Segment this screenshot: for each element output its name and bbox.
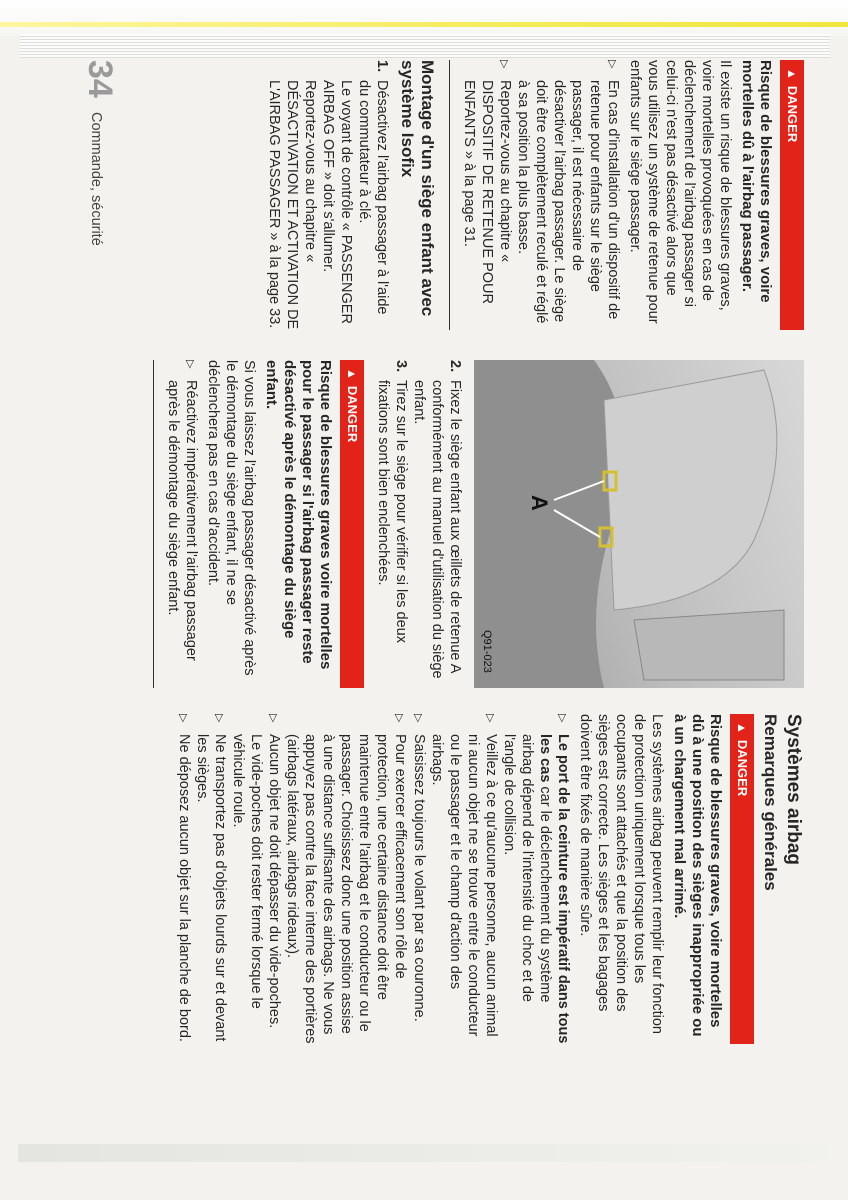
column-middle — [141, 360, 804, 688]
section-name: Commande, sécurité — [88, 112, 104, 246]
figure-code: Q91-023 — [481, 630, 493, 673]
triangle-bullet-icon: ▷ — [498, 60, 510, 69]
danger-banner: ▲DANGER — [730, 714, 754, 1044]
divider — [153, 360, 154, 688]
list-item: ▷ Réactivez impérativement l'airbag passager après le démontage du siège enfant. — [165, 360, 199, 661]
warning-triangle-icon: ▲ — [785, 68, 799, 80]
triangle-bullet-icon: ▷ — [606, 60, 618, 69]
page-number: 34 — [81, 60, 119, 98]
triangle-bullet-icon: ▷ — [484, 714, 496, 723]
warning-triangle-icon: ▲ — [735, 722, 749, 734]
danger-text: Les systèmes airbag peuvent remplir leur fonction de protection uniquement lorsque tous les occupants sont attachés et que la position des sièges est correcte. Les sièges et les bagages doivent être fixés de manière sûre. — [577, 714, 665, 1034]
danger-text: Si vous laissez l'airbag passager désactivé après le démontage du siège enfant, il ne se déclenchera pas en cas d'accident. — [205, 360, 257, 676]
column-left — [265, 60, 804, 330]
triangle-bullet-icon: ▷ — [177, 714, 189, 723]
step-item: 1. Désactivez l'airbag passager à l'aide du commutateur à clé. Le voyant de contrôle « PASSENGER AIRBAG OFF » doit s'allumer. Reportez-vous au chapitre « DÉSACTIVATION ET ACTIVATION DE L'AIRBAG PASSAGER » à la page 33. — [266, 60, 390, 330]
scan-bottom-smudge — [18, 1144, 828, 1162]
seat-anchor-illustration — [474, 360, 804, 688]
danger-title: Risque de blessures graves, voire mortelles dû à une position des sièges inappropriée ou à un chargement mal arrimé. — [671, 714, 724, 1037]
step-item: 3. Tirez sur le siège pour vérifier si les deux fixations sont bien enclenchées. — [375, 360, 409, 643]
triangle-bullet-icon: ▷ — [556, 714, 568, 723]
list-item: ▷ Veillez à ce qu'aucune personne, aucun animal ni aucun objet ne se trouve entre le conducteur ou le passager et le champ d'action des airbags. — [429, 714, 499, 1037]
section-heading: Remarques générales — [761, 714, 780, 891]
figure-label-a: A — [527, 495, 552, 511]
triangle-bullet-icon: ▷ — [184, 360, 196, 369]
triangle-bullet-icon: ▷ — [412, 714, 424, 723]
list-item: ▷ Ne déposez aucun objet sur la planche de bord. — [176, 714, 192, 1042]
page-title: Systèmes airbag — [783, 714, 804, 866]
divider — [449, 60, 450, 330]
child-seat-figure — [474, 360, 804, 688]
list-item: ▷ Saisissez toujours le volant par sa couronne. — [411, 714, 427, 1022]
list-item: ▷ En cas d'installation d'un dispositif de retenue pour enfants sur le siège passager, il est nécessaire de désactiver l'airbag passager. Le siège doit être complètement reculé et réglé à sa position la plus basse. — [515, 60, 621, 324]
scan-line-artifacts — [20, 34, 830, 58]
step-item: 2. Fixez le siège enfant aux œillets de retenue A conformément au manuel d'utilisation du siège enfant. — [411, 360, 463, 679]
danger-title: Risque de blessures graves, voire mortelles dû à l'airbag passager. — [739, 60, 774, 303]
danger-text: Il existe un risque de blessures graves, voire mortelles provoquées en cas de déclenchement de l'airbag passager si celui-ci n'est pas désactivé alors que vous utilisez un système de retenue pour enfants sur le siège passager. — [627, 60, 733, 324]
section-heading: Montage d'un siège enfant avec système Isofix — [398, 60, 437, 317]
triangle-bullet-icon: ▷ — [213, 714, 225, 723]
manual-page — [44, 60, 804, 1140]
list-item: ▷ Pour exercer efficacement son rôle de protection, une certaine distance doit être maintenue entre l'airbag et le conducteur ou le passager. Choisissez donc une position assise à une distance suffisante des airbags. Ne vous appuyez pas contre la face interne des portières (airbags latéraux, airbags rideaux). — [284, 714, 408, 1044]
scan-top-margin — [0, 0, 848, 36]
warning-triangle-icon: ▲ — [345, 368, 359, 380]
list-item: ▷ Aucun objet ne doit dépasser du vide-poches. Le vide-poches doit rester fermé lorsque le véhicule roule. — [230, 714, 282, 1029]
danger-banner: ▲DANGER — [780, 60, 804, 330]
danger-title: Risque de blessures graves voire mortelles pour le passager si l'airbag passager reste désactivé après le démontage du siège enfant. — [263, 360, 334, 670]
list-item: ▷ Le port de la ceinture est impératif dans tous les cas car le déclenchement du système airbag dépend de l'intensité du choc et de l'angle de collision. — [501, 714, 571, 1044]
column-right — [174, 714, 804, 1044]
triangle-bullet-icon: ▷ — [393, 714, 405, 723]
list-item: ▷ Ne transportez pas d'objets lourds sur et devant les sièges. — [194, 714, 228, 1042]
triangle-bullet-icon: ▷ — [267, 714, 279, 723]
list-item: ▷ Reportez-vous au chapitre « DISPOSITIF DE RETENUE POUR ENFANTS » à la page 31. — [461, 60, 513, 304]
danger-banner: ▲DANGER — [340, 360, 364, 688]
scan-yellow-band — [0, 22, 848, 27]
